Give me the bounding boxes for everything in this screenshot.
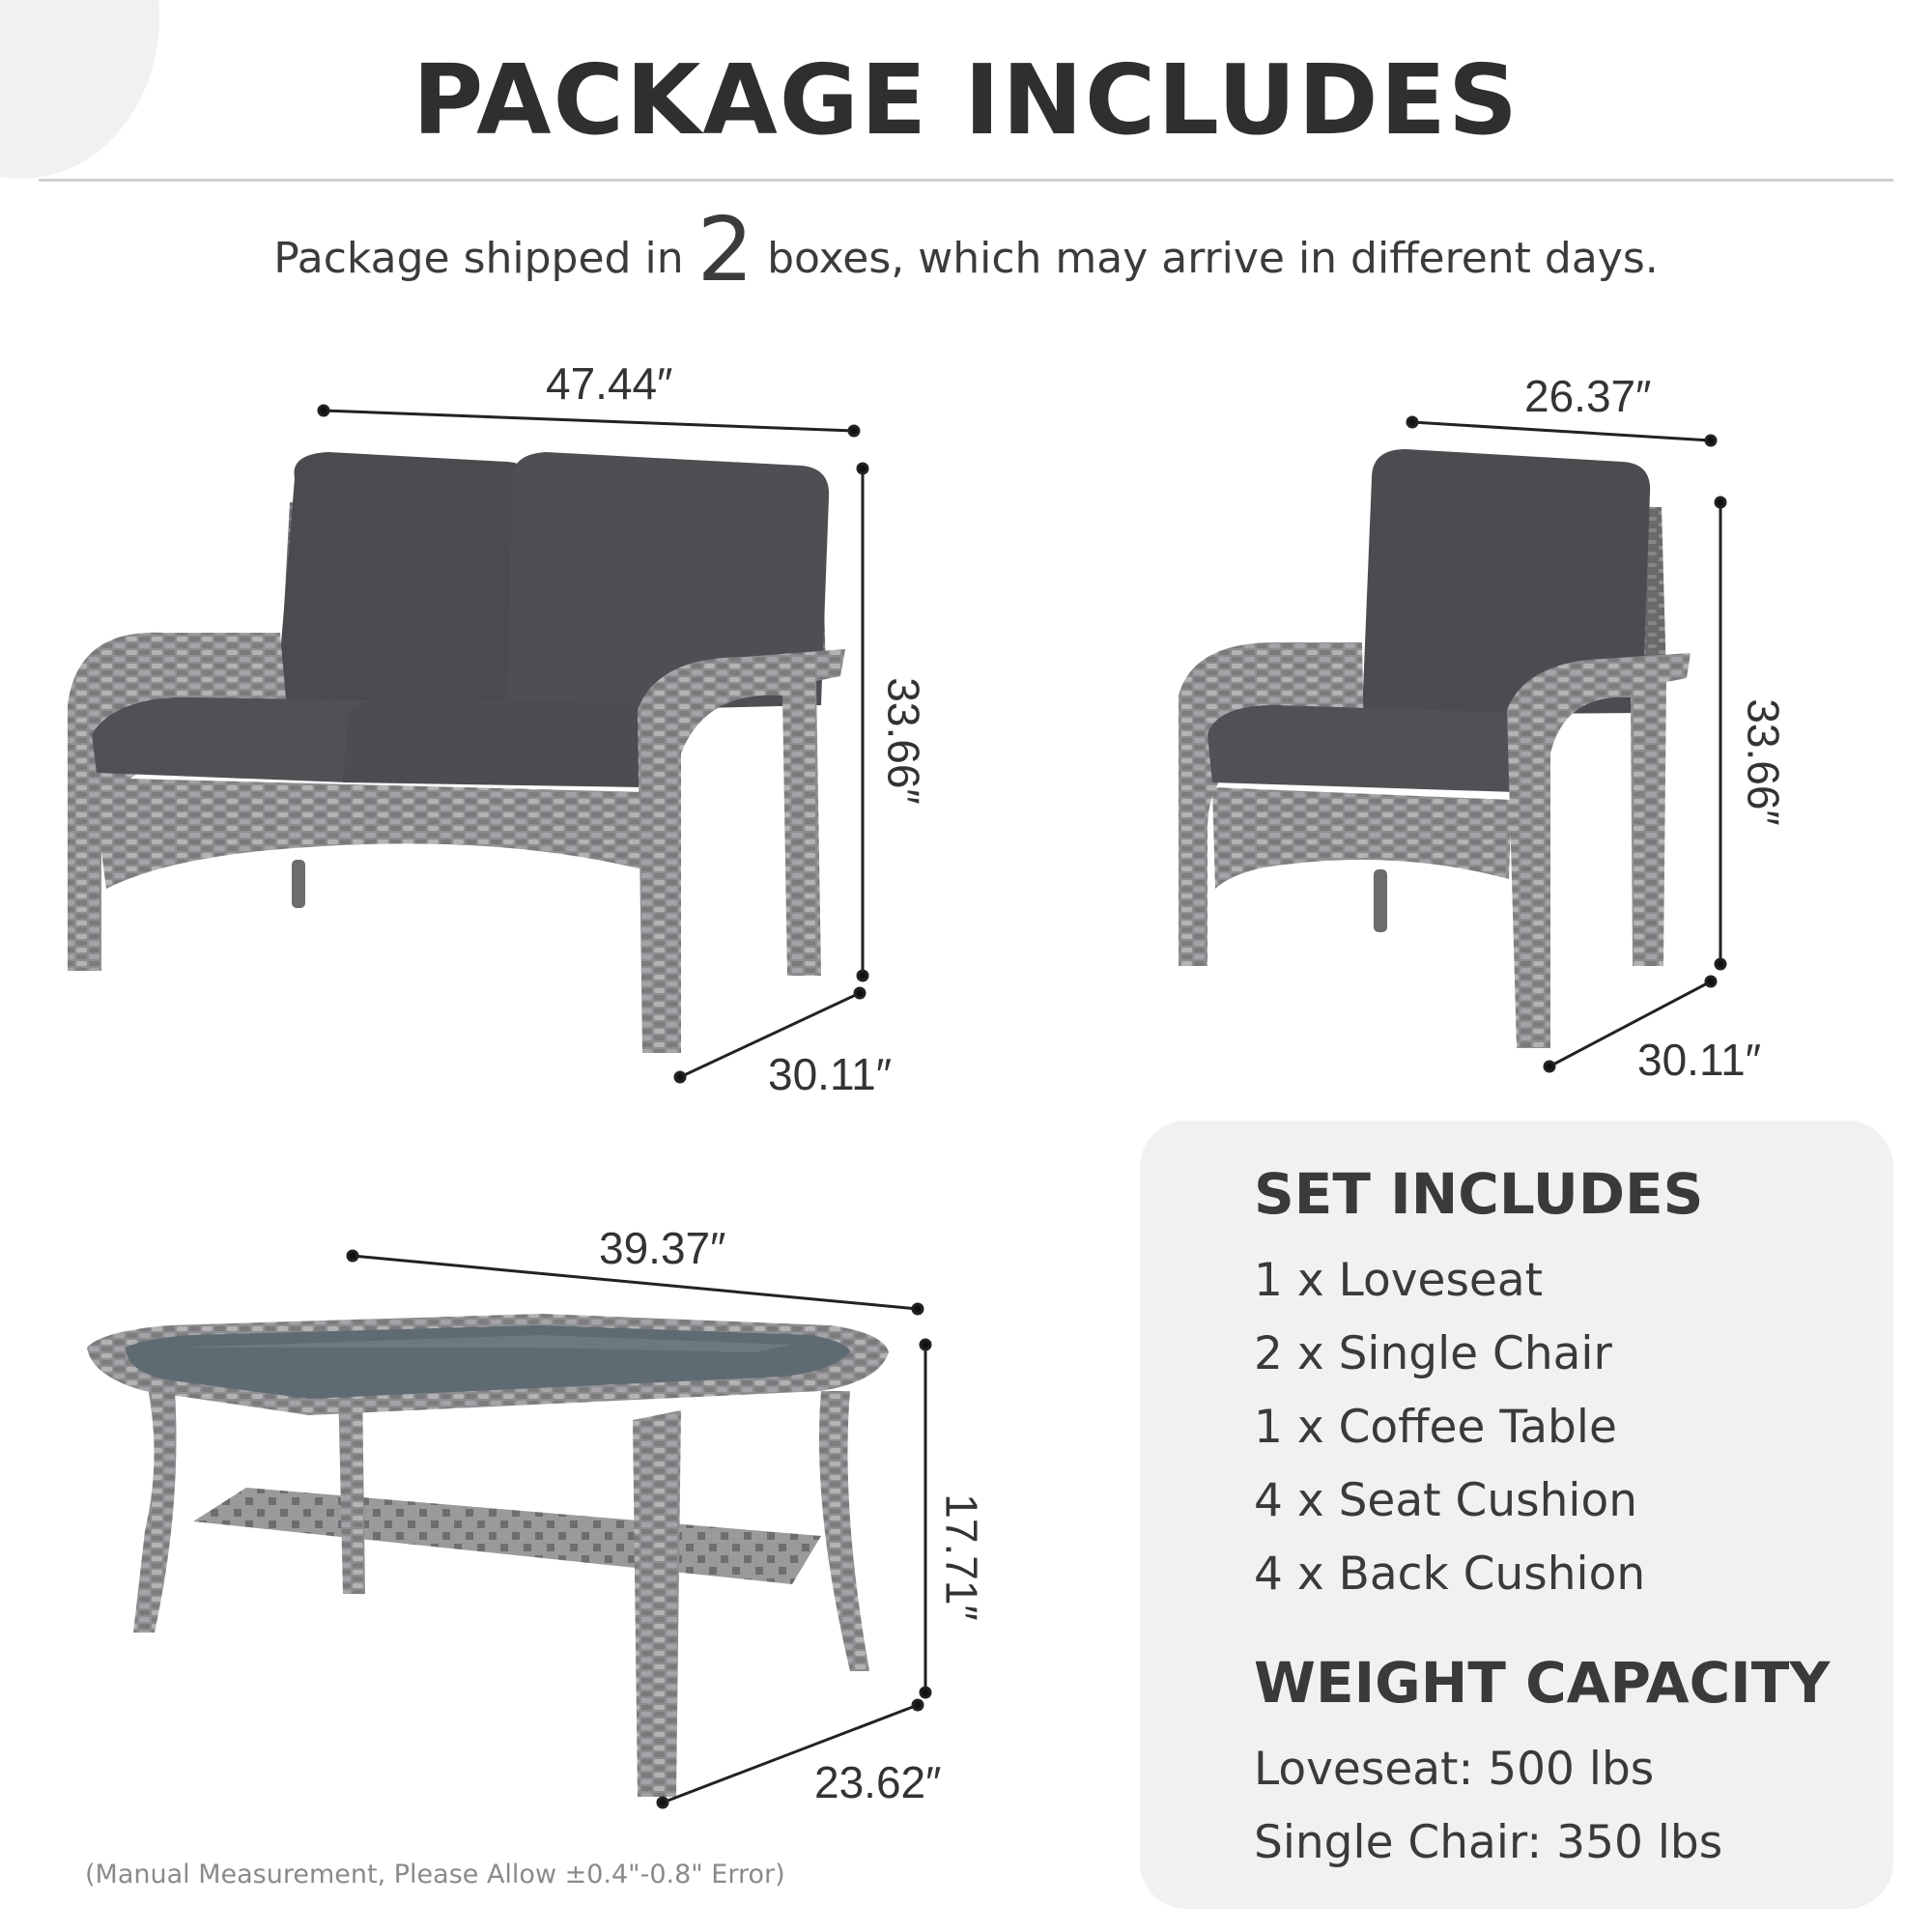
- table-height-label: 17.71″: [936, 1493, 987, 1621]
- table-width-label: 39.37″: [599, 1223, 726, 1273]
- chair-height-label: 33.66″: [1738, 698, 1789, 826]
- set-item-seat-cushion: 4 x Seat Cushion: [1254, 1474, 1637, 1527]
- loveseat-width-label: 47.44″: [546, 358, 673, 409]
- page-title: PACKAGE INCLUDES: [412, 43, 1520, 156]
- chair-depth-label: 30.11″: [1637, 1035, 1761, 1085]
- measurement-note: (Manual Measurement, Please Allow ±0.4"-0.8" Error): [85, 1860, 785, 1889]
- loveseat-depth-label: 30.11″: [768, 1049, 892, 1099]
- shipping-text-after: boxes, which may arrive in different days.: [753, 234, 1659, 283]
- set-item-back-cushion: 4 x Back Cushion: [1254, 1548, 1646, 1601]
- weight-single-chair: Single Chair: 350 lbs: [1254, 1816, 1723, 1869]
- loveseat-illustration: [68, 452, 845, 1053]
- set-item-single-chair: 2 x Single Chair: [1254, 1327, 1612, 1380]
- coffee-table-illustration: [87, 1314, 889, 1797]
- box-count: 2: [696, 198, 754, 301]
- chair-width-label: 26.37″: [1524, 371, 1652, 421]
- set-item-coffee-table: 1 x Coffee Table: [1254, 1401, 1617, 1454]
- chair-illustration: [1179, 449, 1690, 1048]
- weight-loveseat: Loveseat: 500 lbs: [1254, 1743, 1655, 1796]
- loveseat-height-label: 33.66″: [878, 677, 929, 805]
- table-depth-label: 23.62″: [814, 1757, 942, 1807]
- set-item-loveseat: 1 x Loveseat: [1254, 1254, 1544, 1307]
- shipping-text-before: Package shipped in: [273, 234, 697, 283]
- weight-capacity-heading: WEIGHT CAPACITY: [1254, 1650, 1831, 1716]
- set-info-card: [1140, 1121, 1893, 1909]
- set-includes-heading: SET INCLUDES: [1254, 1161, 1704, 1227]
